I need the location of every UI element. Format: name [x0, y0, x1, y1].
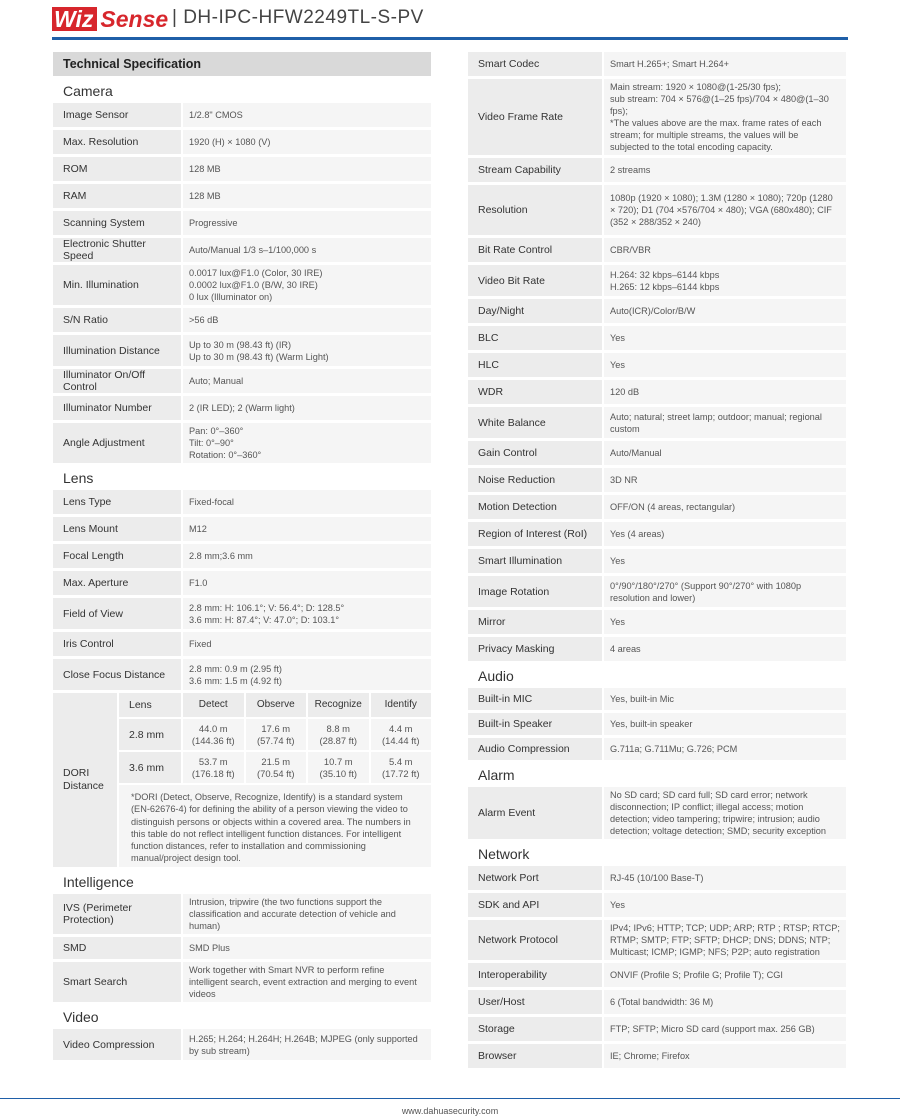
spec-label: Electronic Shutter Speed — [53, 238, 181, 262]
footer-divider — [0, 1098, 900, 1099]
spec-row-smart-illumination — [468, 549, 846, 573]
spec-value: CBR/VBR — [604, 238, 846, 262]
spec-row-resolution — [468, 185, 846, 235]
spec-label: Max. Resolution — [53, 130, 181, 154]
dori-lens-cell: 3.6 mm — [119, 752, 181, 783]
spec-label: Lens Mount — [53, 517, 181, 541]
spec-value: No SD card; SD card full; SD card error; network disconnection; IP conflict; illegal access; motion detection; video tampering; tripwire; intrusion; audio detection; voltage detection; SMD; security exception — [604, 787, 846, 839]
spec-row-illuminator-on-off-control — [53, 369, 431, 393]
spec-row-blc — [468, 326, 846, 350]
spec-value: 1/2.8" CMOS — [183, 103, 431, 127]
footer-url: www.dahuasecurity.com — [401, 1106, 499, 1116]
spec-label: Smart Codec — [468, 52, 602, 76]
spec-label: Bit Rate Control — [468, 238, 602, 262]
spec-row-user-host — [468, 990, 846, 1014]
spec-value: 2 (IR LED); 2 (Warm light) — [183, 396, 431, 420]
spec-row-angle-adjustment — [53, 423, 431, 463]
spec-value: Auto/Manual — [604, 441, 846, 465]
technical-specification-title: Technical Specification — [53, 52, 431, 76]
spec-label: Noise Reduction — [468, 468, 602, 492]
spec-label: SMD — [53, 937, 181, 959]
dori-lens-cell: 2.8 mm — [119, 719, 181, 750]
spec-label: Field of View — [53, 598, 181, 629]
dori-cell: Observe — [246, 693, 307, 717]
spec-label: Min. Illumination — [53, 265, 181, 305]
spec-value: Pan: 0°–360° Tilt: 0°–90° Rotation: 0°–360° — [183, 423, 431, 463]
spec-row-smart-codec — [468, 52, 846, 76]
spec-value: 3D NR — [604, 468, 846, 492]
spec-label: Motion Detection — [468, 495, 602, 519]
spec-label: HLC — [468, 353, 602, 377]
spec-label: IVS (Perimeter Protection) — [53, 894, 181, 934]
spec-value: Yes — [604, 893, 846, 917]
spec-label: White Balance — [468, 407, 602, 438]
spec-row-lens-type — [53, 490, 431, 514]
spec-row-lens-mount — [53, 517, 431, 541]
spec-label: Storage — [468, 1017, 602, 1041]
section-lens: Lens — [63, 470, 94, 486]
spec-row-alarm-event — [468, 787, 846, 839]
spec-label: Image Sensor — [53, 103, 181, 127]
spec-label: Max. Aperture — [53, 571, 181, 595]
spec-value: Yes — [604, 353, 846, 377]
spec-label: Smart Illumination — [468, 549, 602, 573]
spec-value: 128 MB — [183, 184, 431, 208]
spec-row-image-rotation — [468, 576, 846, 607]
spec-row-day-night — [468, 299, 846, 323]
logo-sense: Sense — [100, 6, 169, 32]
spec-label: Interoperability — [468, 963, 602, 987]
spec-label: Day/Night — [468, 299, 602, 323]
spec-row-wdr — [468, 380, 846, 404]
spec-label: Angle Adjustment — [53, 423, 181, 463]
spec-row-audio-compression — [468, 738, 846, 760]
spec-value: Auto; Manual — [183, 369, 431, 393]
spec-value: Up to 30 m (98.43 ft) (IR) Up to 30 m (98.43 ft) (Warm Light) — [183, 335, 431, 366]
spec-label: Stream Capability — [468, 158, 602, 182]
dori-note: *DORI (Detect, Observe, Recognize, Identify) is a standard system (EN-62676-4) for defining the ability of a person viewing the video to distinguish persons or objects within a covered area. The numbers in this table do not reflect intelligent function distances. For intelligent function distances, refer to installation and commissioning manual/project design tool. — [119, 785, 431, 867]
spec-label: Scanning System — [53, 211, 181, 235]
spec-row-hlc — [468, 353, 846, 377]
spec-row-field-of-view — [53, 598, 431, 629]
spec-row-electronic-shutter-speed — [53, 238, 431, 262]
right-column — [468, 52, 846, 1071]
spec-value: IE; Chrome; Firefox — [604, 1044, 846, 1068]
spec-row-smart-search — [53, 962, 431, 1002]
spec-label: Region of Interest (RoI) — [468, 522, 602, 546]
spec-row-built-in-speaker — [468, 713, 846, 735]
spec-label: ROM — [53, 157, 181, 181]
dori-row — [119, 752, 431, 783]
spec-row-ivs-perimeter-protection — [53, 894, 431, 934]
spec-value: IPv4; IPv6; HTTP; TCP; UDP; ARP; RTP ; RTSP; RTCP; RTMP; SMTP; FTP; SFTP; DHCP; DNS; DDNS; NTP; Multicast; ICMP; IGMP; NFS; P2P; auto registration — [604, 920, 846, 960]
spec-label: Audio Compression — [468, 738, 602, 760]
section-camera: Camera — [63, 83, 113, 99]
spec-label: Resolution — [468, 185, 602, 235]
spec-row-video-bit-rate — [468, 265, 846, 296]
spec-value: OFF/ON (4 areas, rectangular) — [604, 495, 846, 519]
spec-label: Video Bit Rate — [468, 265, 602, 296]
spec-label: Close Focus Distance — [53, 659, 181, 690]
spec-row-mirror — [468, 610, 846, 634]
spec-row-region-of-interest-roi — [468, 522, 846, 546]
spec-row-built-in-mic — [468, 688, 846, 710]
spec-value: Fixed-focal — [183, 490, 431, 514]
dori-label: DORI Distance — [53, 693, 117, 867]
spec-label: Video Compression — [53, 1029, 181, 1060]
spec-value: 128 MB — [183, 157, 431, 181]
spec-value: H.265; H.264; H.264H; H.264B; MJPEG (only supported by sub stream) — [183, 1029, 431, 1060]
spec-label: BLC — [468, 326, 602, 350]
spec-value: H.264: 32 kbps–6144 kbps H.265: 12 kbps–6144 kbps — [604, 265, 846, 296]
spec-row-smd — [53, 937, 431, 959]
spec-value: 1080p (1920 × 1080); 1.3M (1280 × 1080); 720p (1280 × 720); D1 (704 ×576/704 × 480); VGA (680x480); CIF (352 × 288/352 × 240) — [604, 185, 846, 235]
spec-row-s-n-ratio — [53, 308, 431, 332]
dori-row — [119, 719, 431, 750]
spec-row-focal-length — [53, 544, 431, 568]
spec-value: Auto; natural; street lamp; outdoor; manual; regional custom — [604, 407, 846, 438]
spec-value: Yes — [604, 549, 846, 573]
spec-value: G.711a; G.711Mu; G.726; PCM — [604, 738, 846, 760]
spec-label: Illumination Distance — [53, 335, 181, 366]
header-divider — [52, 37, 848, 40]
spec-label: S/N Ratio — [53, 308, 181, 332]
spec-row-white-balance — [468, 407, 846, 438]
spec-value: 2.8 mm: 0.9 m (2.95 ft) 3.6 mm: 1.5 m (4.92 ft) — [183, 659, 431, 690]
spec-value: RJ-45 (10/100 Base-T) — [604, 866, 846, 890]
spec-label: Network Port — [468, 866, 602, 890]
spec-label: Browser — [468, 1044, 602, 1068]
spec-value: SMD Plus — [183, 937, 431, 959]
spec-label: WDR — [468, 380, 602, 404]
spec-row-video-frame-rate — [468, 79, 846, 155]
dori-cell: Recognize — [308, 693, 369, 717]
spec-row-illuminator-number — [53, 396, 431, 420]
spec-label: Alarm Event — [468, 787, 602, 839]
spec-label: Mirror — [468, 610, 602, 634]
spec-row-motion-detection — [468, 495, 846, 519]
spec-row-storage — [468, 1017, 846, 1041]
spec-value: ONVIF (Profile S; Profile G; Profile T); CGI — [604, 963, 846, 987]
spec-label: Focal Length — [53, 544, 181, 568]
spec-row-image-sensor — [53, 103, 431, 127]
spec-value: Yes — [604, 610, 846, 634]
dori-lens-cell: Lens — [119, 693, 181, 717]
dori-cell: 21.5 m (70.54 ft) — [246, 752, 307, 783]
spec-row-interoperability — [468, 963, 846, 987]
spec-value: 120 dB — [604, 380, 846, 404]
spec-label: Network Protocol — [468, 920, 602, 960]
spec-value: 0°/90°/180°/270° (Support 90°/270° with 1080p resolution and lower) — [604, 576, 846, 607]
spec-value: Progressive — [183, 211, 431, 235]
spec-value: Auto/Manual 1/3 s–1/100,000 s — [183, 238, 431, 262]
spec-value: Yes, built-in speaker — [604, 713, 846, 735]
spec-row-illumination-distance — [53, 335, 431, 366]
section-intelligence: Intelligence — [63, 874, 134, 890]
spec-label: Image Rotation — [468, 576, 602, 607]
spec-row-rom — [53, 157, 431, 181]
spec-value: Auto(ICR)/Color/B/W — [604, 299, 846, 323]
spec-row-sdk-and-api — [468, 893, 846, 917]
spec-label: Built-in MIC — [468, 688, 602, 710]
spec-label: Privacy Masking — [468, 637, 602, 661]
spec-row-iris-control — [53, 632, 431, 656]
spec-label: Smart Search — [53, 962, 181, 1002]
spec-label: Illuminator On/Off Control — [53, 369, 181, 393]
spec-value: 2.8 mm: H: 106.1°; V: 56.4°; D: 128.5° 3.6 mm: H: 87.4°; V: 47.0°; D: 103.1° — [183, 598, 431, 629]
spec-row-bit-rate-control — [468, 238, 846, 262]
dori-cell: Detect — [183, 693, 244, 717]
spec-value: FTP; SFTP; Micro SD card (support max. 256 GB) — [604, 1017, 846, 1041]
spec-value: F1.0 — [183, 571, 431, 595]
dori-cell: 44.0 m (144.36 ft) — [183, 719, 244, 750]
wizsense-logo — [52, 6, 168, 32]
spec-value: Fixed — [183, 632, 431, 656]
spec-value: 4 areas — [604, 637, 846, 661]
spec-value: Smart H.265+; Smart H.264+ — [604, 52, 846, 76]
spec-label: Illuminator Number — [53, 396, 181, 420]
spec-value: 6 (Total bandwidth: 36 M) — [604, 990, 846, 1014]
dori-cell: Identify — [371, 693, 432, 717]
spec-row-privacy-masking — [468, 637, 846, 661]
spec-label: Lens Type — [53, 490, 181, 514]
spec-row-noise-reduction — [468, 468, 846, 492]
dori-cell: 17.6 m (57.74 ft) — [246, 719, 307, 750]
spec-label: Built-in Speaker — [468, 713, 602, 735]
dori-header-row — [119, 693, 431, 717]
spec-value: 0.0017 lux@F1.0 (Color, 30 IRE) 0.0002 lux@F1.0 (B/W, 30 IRE) 0 lux (Illuminator on) — [183, 265, 431, 305]
logo-wiz: Wiz — [52, 7, 97, 31]
spec-value: Yes (4 areas) — [604, 522, 846, 546]
spec-row-browser — [468, 1044, 846, 1068]
spec-value: 2.8 mm;3.6 mm — [183, 544, 431, 568]
spec-value: >56 dB — [183, 308, 431, 332]
spec-row-gain-control — [468, 441, 846, 465]
dori-cell: 8.8 m (28.87 ft) — [308, 719, 369, 750]
spec-label: Iris Control — [53, 632, 181, 656]
spec-label: RAM — [53, 184, 181, 208]
section-audio: Audio — [478, 668, 514, 684]
spec-row-ram — [53, 184, 431, 208]
spec-row-max-aperture — [53, 571, 431, 595]
section-video: Video — [63, 1009, 99, 1025]
dori-cell: 10.7 m (35.10 ft) — [308, 752, 369, 783]
spec-value: Main stream: 1920 × 1080@(1-25/30 fps); sub stream: 704 × 576@(1–25 fps)/704 × 480@(1–30 fps); *The values above are the max. frame rates of each stream; for multiple streams, the values will be subjected to the total encoding capacity. — [604, 79, 846, 155]
spec-label: User/Host — [468, 990, 602, 1014]
model-title: | DH-IPC-HFW2249TL-S-PV — [172, 7, 424, 28]
spec-value: Yes — [604, 326, 846, 350]
spec-value: M12 — [183, 517, 431, 541]
spec-row-close-focus-distance — [53, 659, 431, 690]
spec-value: 2 streams — [604, 158, 846, 182]
spec-row-network-protocol — [468, 920, 846, 960]
left-column — [53, 52, 431, 1063]
spec-row-network-port — [468, 866, 846, 890]
spec-label: SDK and API — [468, 893, 602, 917]
spec-value: 1920 (H) × 1080 (V) — [183, 130, 431, 154]
dori-cell: 5.4 m (17.72 ft) — [371, 752, 432, 783]
spec-row-max-resolution — [53, 130, 431, 154]
spec-value: Intrusion, tripwire (the two functions support the classification and accurate detection of vehicle and human) — [183, 894, 431, 934]
section-alarm: Alarm — [478, 767, 515, 783]
page-header — [0, 0, 900, 40]
spec-label: Gain Control — [468, 441, 602, 465]
section-network: Network — [478, 846, 530, 862]
dori-cell: 53.7 m (176.18 ft) — [183, 752, 244, 783]
dori-cell: 4.4 m (14.44 ft) — [371, 719, 432, 750]
spec-row-min-illumination — [53, 265, 431, 305]
spec-row-video-compression — [53, 1029, 431, 1060]
spec-row-stream-capability — [468, 158, 846, 182]
spec-row-scanning-system — [53, 211, 431, 235]
dori-distance-table — [53, 693, 431, 867]
spec-value: Yes, built-in Mic — [604, 688, 846, 710]
spec-value: Work together with Smart NVR to perform refine intelligent search, event extraction and merging to event videos — [183, 962, 431, 1002]
spec-label: Video Frame Rate — [468, 79, 602, 155]
